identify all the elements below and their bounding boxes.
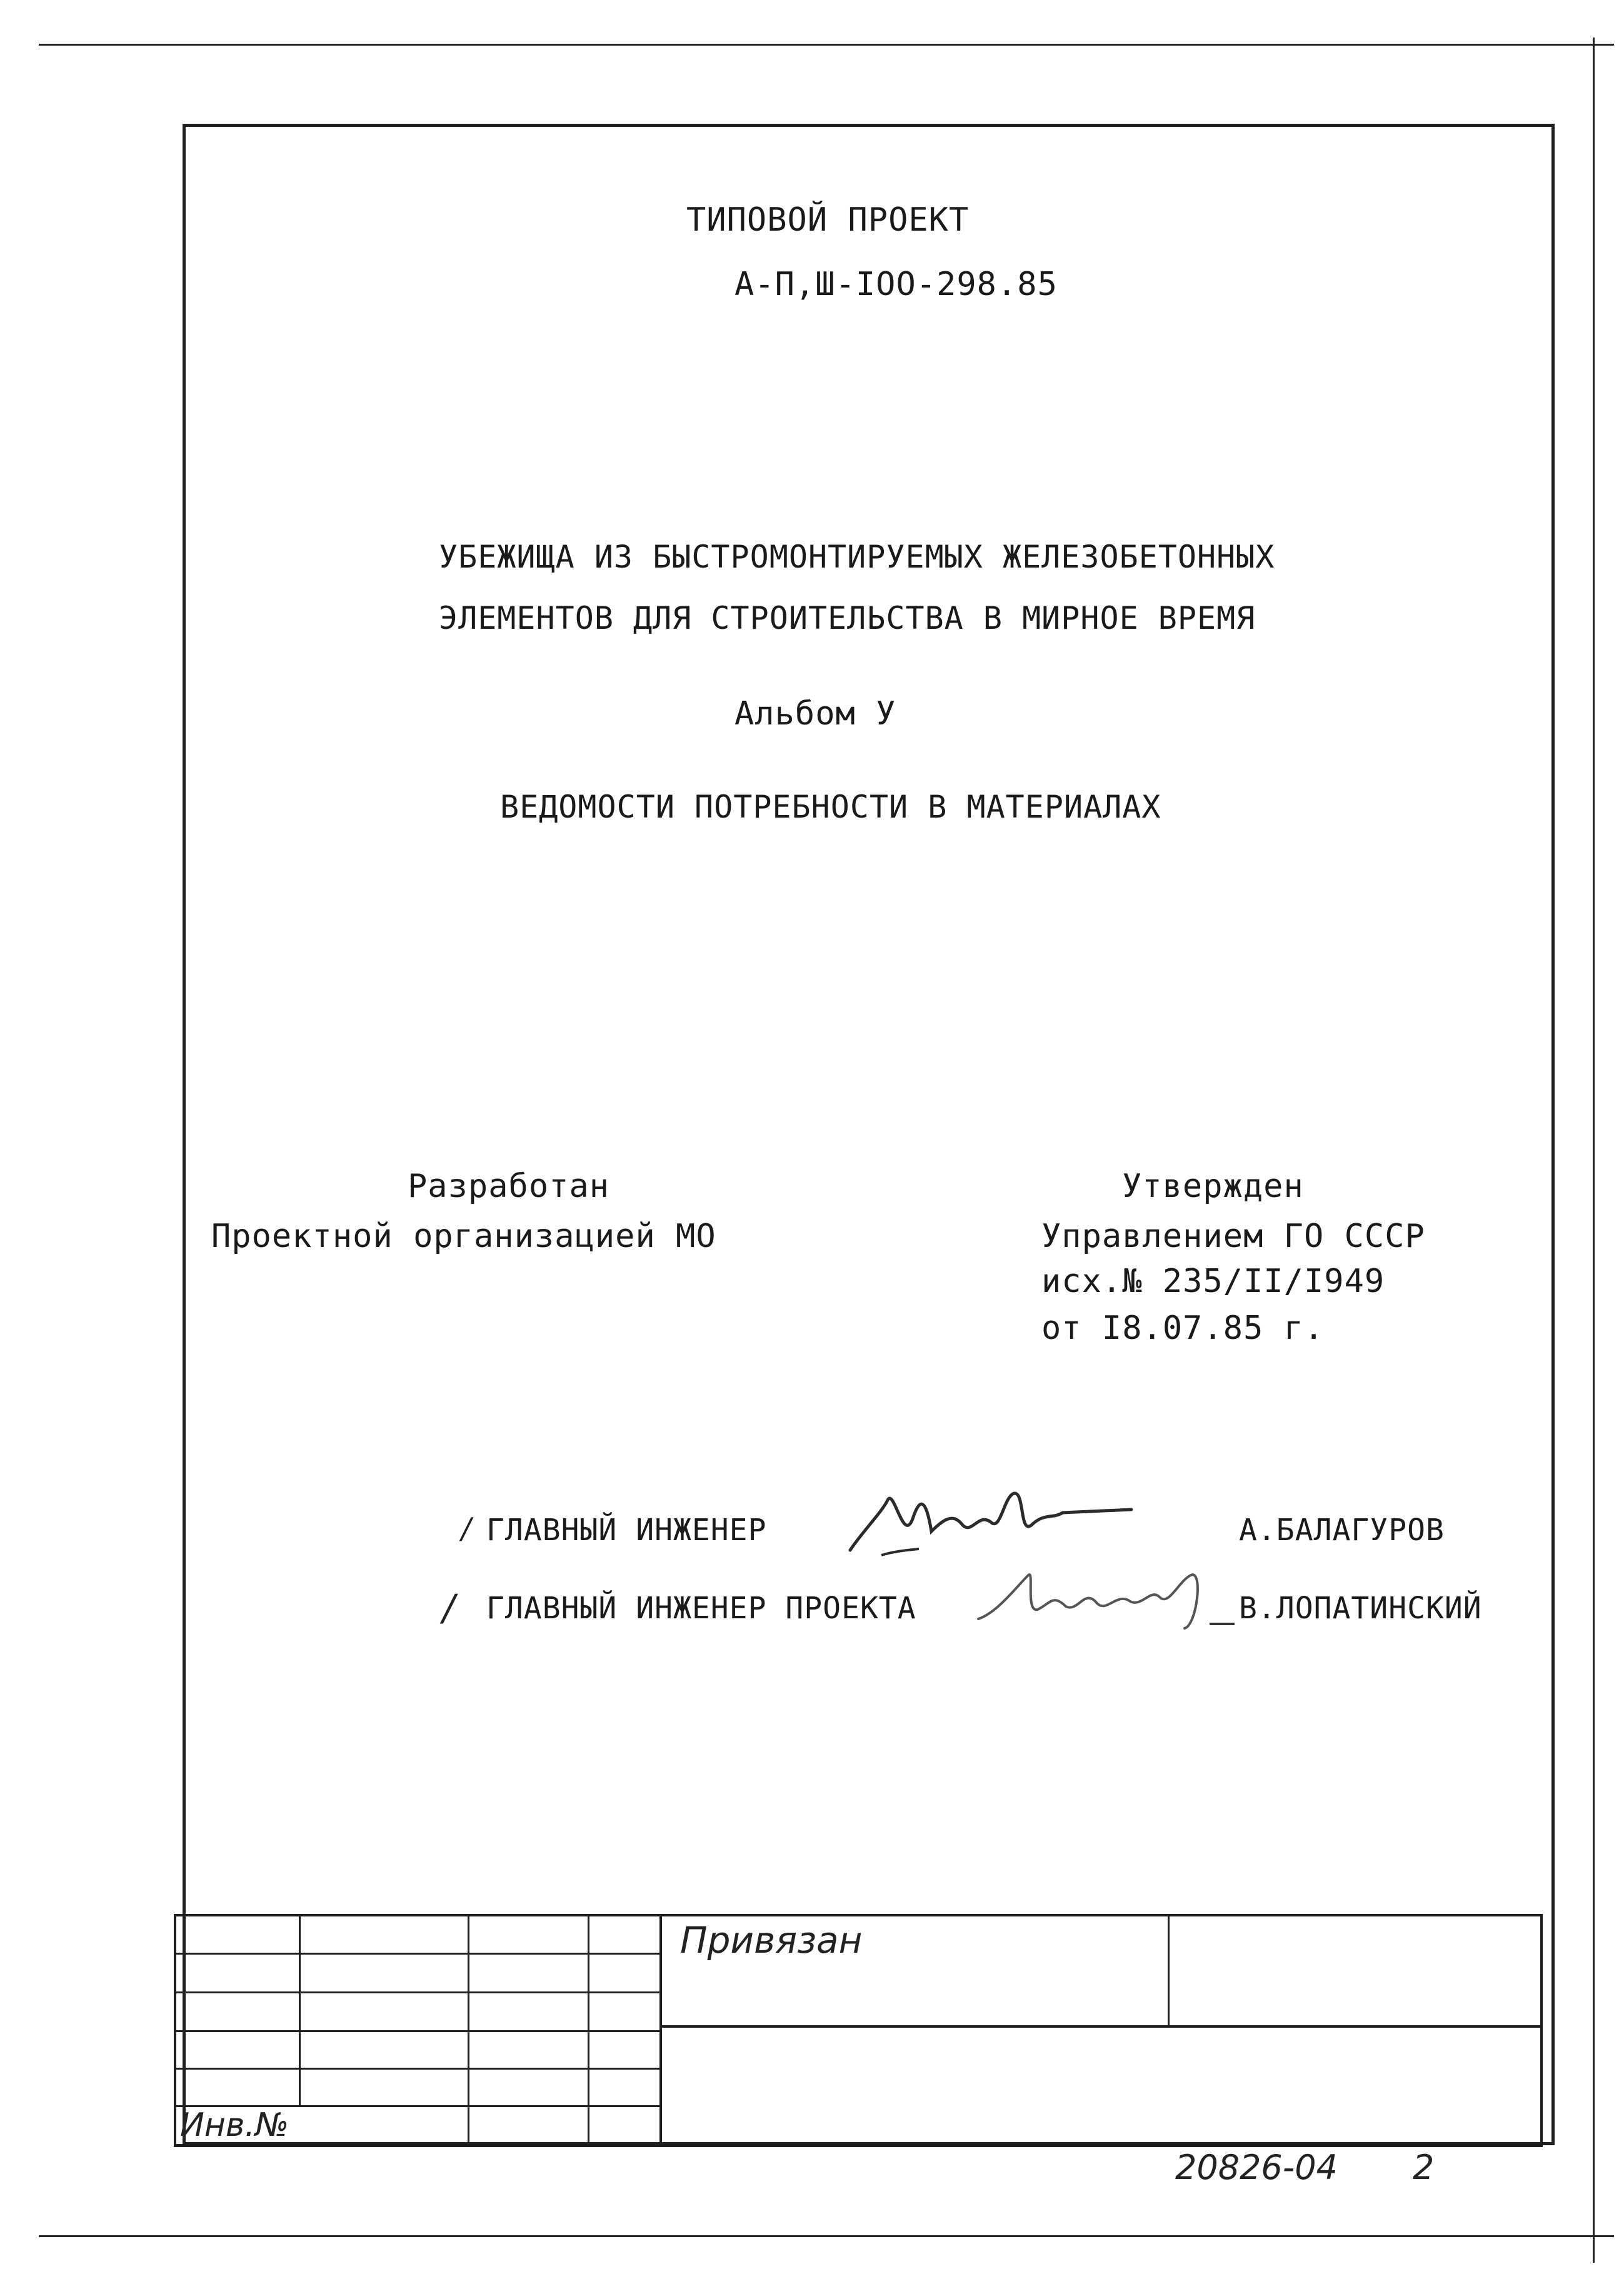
signature-role-2: ГЛАВНЫЙ ИНЖЕНЕР ПРОЕКТА: [486, 1591, 916, 1626]
signature-role-1: ГЛАВНЫЙ ИНЖЕНЕР: [486, 1513, 767, 1548]
right-sheet-border: [1593, 38, 1595, 2263]
title-line-1: УБЕЖИЩА ИЗ БЫСТРОМОНТИРУЕМЫХ ЖЕЛЕЗОБЕТОННЫХ: [439, 539, 1275, 575]
project-type: ТИПОВОЙ ПРОЕКТ: [686, 201, 970, 239]
developed-label: Разработан: [408, 1168, 610, 1205]
approved-ref: исх.№ 235/II/I949: [1041, 1263, 1385, 1300]
subject-title: ВЕДОМОСТИ ПОТРЕБНОСТИ В МАТЕРИАЛАХ: [500, 789, 1161, 825]
title-line-2: ЭЛЕМЕНТОВ ДЛЯ СТРОИТЕЛЬСТВА В МИРНОЕ ВРЕМЯ: [439, 600, 1256, 636]
bottom-sheet-border: [39, 2235, 1614, 2237]
sign-mark-2: /: [443, 1586, 455, 1629]
inventory-number-label: Инв.№: [180, 2106, 289, 2144]
developed-org: Проектной организацией МО: [211, 1218, 716, 1255]
page-number: 2: [1413, 2148, 1435, 2187]
approved-date: от I8.07.85 г.: [1041, 1310, 1325, 1347]
drawing-frame: [183, 124, 1555, 2145]
signature-name-1: А.БАЛАГУРОВ: [1239, 1513, 1445, 1548]
approved-org: Управлением ГО СССР: [1041, 1218, 1425, 1255]
bound-label: Привязан: [680, 1919, 863, 1961]
document-number: 20826-04: [1175, 2148, 1338, 2187]
signature-name-2: В.ЛОПАТИНСКИЙ: [1239, 1591, 1482, 1626]
signature-2: [972, 1550, 1247, 1638]
approved-label: Утвержден: [1122, 1168, 1304, 1205]
project-code: А-П,Ш-IOO-298.85: [734, 266, 1058, 303]
sign-mark-1: /: [461, 1511, 471, 1545]
album-label: Альбом У: [734, 695, 896, 733]
top-sheet-border: [39, 44, 1614, 46]
